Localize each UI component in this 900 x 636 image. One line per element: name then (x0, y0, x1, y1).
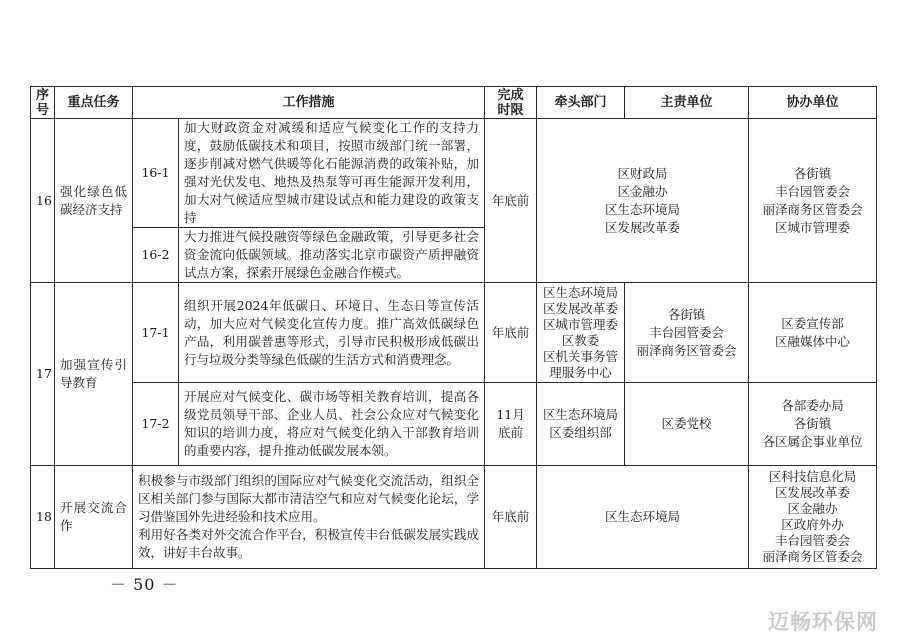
task-name: 强化绿色低碳经济支持 (55, 119, 133, 283)
header-row (31, 87, 877, 119)
assist-units: 各部委办局 各街镇 各区属企事业单位 (749, 383, 877, 466)
main-units: 各街镇 丰台园管委会 丽泽商务区管委会 (625, 283, 749, 383)
header-assist: 协办单位 (749, 87, 877, 119)
row-number: 17 (31, 283, 55, 466)
lead-units: 区生态环境局 区发展改革委 区城市管理委 区教委 区机关事务管理服务中心 (537, 283, 625, 383)
assist-units: 各街镇 丰台园管委会 丽泽商务区管委会 区城市管理委 (749, 119, 877, 283)
assist-units: 区科技信息化局 区发展改革委 区金融办 区政府外办 丰台园管委会 丽泽商务区管委会 (749, 466, 877, 569)
lead-and-main-units: 区财政局 区金融办 区生态环境局 区发展改革委 (537, 119, 749, 283)
measure-id: 17-1 (133, 283, 179, 383)
table-row (31, 119, 877, 228)
measure-text: 组织开展2024年低碳日、环境日、生态日等宣传活动，加大应对气候变化宣传力度。推广高效低碳绿色产品，利用碳普惠等形式，引导市民积极形成低碳出行与垃圾分类等绿色低碳的生活方式和消费理念。 (179, 283, 485, 383)
header-deadline: 完成 时限 (485, 87, 537, 119)
header-task: 重点任务 (55, 87, 133, 119)
table-row (31, 283, 877, 383)
lead-units: 区生态环境局 区委组织部 (537, 383, 625, 466)
row-number: 18 (31, 466, 55, 569)
table-row (31, 383, 877, 466)
row-number: 16 (31, 119, 55, 283)
task-name: 加强宣传引导教育 (55, 283, 133, 466)
measure-id: 17-2 (133, 383, 179, 466)
measure-text: 积极参与市级部门组织的国际应对气候变化交流活动，组织全区相关部门参与国际大都市清洁空气和应对气候变化论坛，学习借鉴国外先进经验和技术应用。 利用好各类对外交流合作平台，积极宣传丰台低碳发展实践成效，讲好丰台故事。 (133, 466, 485, 569)
measure-text: 加大财政资金对减缓和适应气候变化工作的支持力度，鼓励低碳技术和项目，按照市级部门统一部署，逐步削减对燃气供暖等化石能源消费的政策补贴，加强对光伏发电、地热及热泵等可再生能源开发利用，加大对气候适应型城市建设试点和能力建设的政策支持 (179, 119, 485, 228)
header-seq: 序 号 (31, 87, 55, 119)
header-lead: 牵头部门 (537, 87, 625, 119)
measure-text: 大力推进气候投融资等绿色金融政策，引导更多社会资金流向低碳领域。推动落实北京市碳资产质押融资试点方案，探索开展绿色金融合作模式。 (179, 228, 485, 283)
deadline: 11月 底前 (485, 383, 537, 466)
table-row (31, 466, 877, 569)
deadline: 年底前 (485, 466, 537, 569)
measure-text: 开展应对气候变化、碳市场等相关教育培训，提高各级党员领导干部、企业人员、社会公众应对气候变化知识的培训力度，将应对气候变化纳入干部教育培训的重要内容，提升推动低碳发展本领。 (179, 383, 485, 466)
header-measures: 工作措施 (133, 87, 485, 119)
task-name: 开展交流合作 (55, 466, 133, 569)
measure-id: 16-1 (133, 119, 179, 228)
watermark-logo: 迈畅环保网 (768, 610, 878, 634)
deadline: 年底前 (485, 283, 537, 383)
main-units: 区委党校 (625, 383, 749, 466)
header-main: 主责单位 (625, 87, 749, 119)
deadline: 年底前 (485, 119, 537, 283)
lead-and-main-units: 区生态环境局 (537, 466, 749, 569)
assist-units: 区委宣传部 区融媒体中心 (749, 283, 877, 383)
page-number: － 50 － (110, 575, 179, 594)
measures-table (30, 86, 877, 569)
measure-id: 16-2 (133, 228, 179, 283)
